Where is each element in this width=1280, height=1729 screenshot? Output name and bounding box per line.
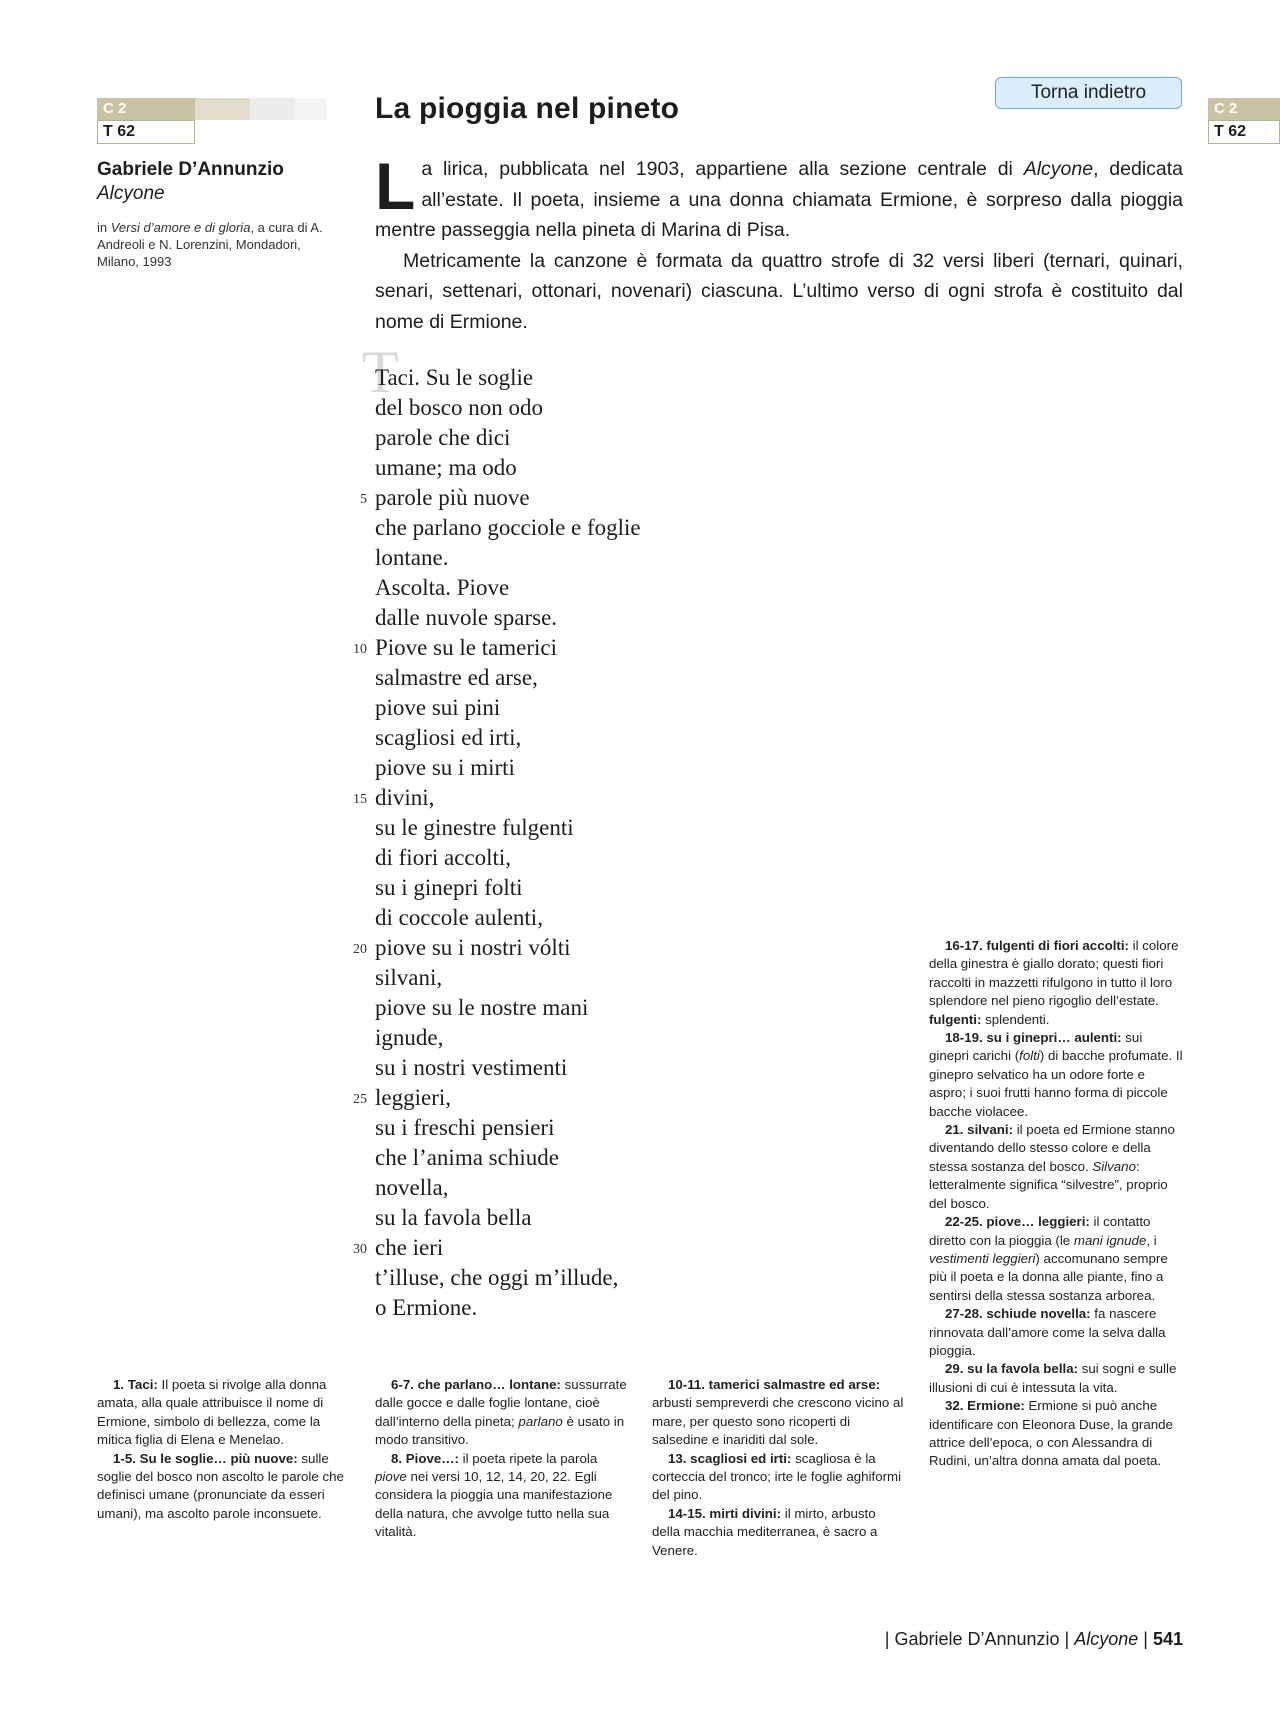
note-italic: folti bbox=[1019, 1048, 1040, 1064]
verse-text: piove sui pini bbox=[375, 695, 501, 720]
chapter-fade-3 bbox=[295, 98, 327, 120]
note-label: 10-11. tamerici salmastre ed arse: bbox=[668, 1377, 881, 1392]
note-label: 8. Piove…: bbox=[391, 1450, 459, 1466]
note-text: il poeta ripete la parola bbox=[458, 1450, 598, 1466]
note-16-17 bbox=[929, 937, 1184, 1029]
note-29 bbox=[929, 1360, 1184, 1397]
poem-verse bbox=[375, 1263, 895, 1293]
footer-sep: | bbox=[884, 1629, 895, 1649]
footer-sep: | bbox=[1059, 1629, 1075, 1649]
note-italic: piove bbox=[375, 1469, 407, 1485]
note-italic: mani ignude bbox=[1073, 1232, 1147, 1248]
poem-verse bbox=[353, 1233, 895, 1263]
poem-verse bbox=[375, 1023, 895, 1053]
intro-paragraph-2: Metricamente la canzone è formata da quattro strofe di 32 versi liberi (ternari, quinari, senari, settenari, ottonari, novenari) ciascuna. L’ultimo verso di ogni strofa è costituito dal nome di Ermione. bbox=[375, 249, 1183, 333]
chapter-fade-2 bbox=[250, 98, 295, 120]
footer-sep: | bbox=[1138, 1629, 1153, 1649]
verse-number: 25 bbox=[353, 1092, 367, 1107]
verse-text: di coccole aulenti, bbox=[375, 905, 543, 930]
author-name: Gabriele D’Annunzio bbox=[97, 159, 284, 180]
note-label: fulgenti: bbox=[929, 1011, 982, 1027]
verse-text: leggieri, bbox=[375, 1085, 451, 1110]
poem-verse bbox=[375, 513, 895, 543]
poem-verse bbox=[360, 483, 895, 513]
poem-verse bbox=[375, 843, 895, 873]
verse-text: parole che dici bbox=[375, 425, 511, 450]
poem-verse bbox=[353, 933, 895, 963]
verse-text: divini, bbox=[375, 785, 435, 810]
note-label: 27-28. schiude novella: bbox=[945, 1306, 1091, 1322]
intro-text bbox=[375, 149, 1184, 337]
poem-verse bbox=[375, 543, 895, 573]
note-text: , i bbox=[1146, 1232, 1157, 1248]
note-label: 14-15. mirti divini: bbox=[668, 1505, 782, 1521]
note-text: ) accomunano sempre più il poeta e la donna alle piante, fino a sentirsi della stessa sostanza arborea. bbox=[929, 1250, 1168, 1303]
poem-verse bbox=[375, 813, 895, 843]
note-text: il mirto, arbusto della macchia mediterranea, è sacro a Venere. bbox=[652, 1505, 878, 1558]
verse-text: dalle nuvole sparse. bbox=[375, 605, 558, 630]
note-label: 21. silvani: bbox=[945, 1122, 1013, 1138]
poem-verse bbox=[375, 723, 895, 753]
chapter-label: C 2 bbox=[97, 98, 195, 120]
poem-verse bbox=[375, 363, 895, 393]
note-italic: vestimenti leggieri bbox=[929, 1250, 1036, 1266]
verse-number: 30 bbox=[353, 1242, 367, 1257]
intro-p1-a: a lirica, pubblicata nel 1903, appartiene alla sezione centrale di bbox=[421, 158, 1024, 180]
note-label: 1. Taci: bbox=[113, 1377, 158, 1392]
note-italic: parlano bbox=[518, 1413, 563, 1429]
intro-p1-italic: Alcyone bbox=[1023, 158, 1094, 180]
note-text: sui ginepri carichi ( bbox=[929, 1030, 1143, 1064]
verse-text: che l’anima schiude bbox=[375, 1145, 559, 1170]
note-text: sussurrate dalle gocce e dalle foglie lontane, cioè dall’interno della pineta; bbox=[375, 1377, 627, 1429]
note-item bbox=[652, 1376, 907, 1450]
dropcap-letter: L bbox=[375, 149, 416, 223]
work-title: Alcyone bbox=[97, 183, 165, 204]
source-citation bbox=[97, 219, 342, 270]
note-22-25 bbox=[929, 1213, 1184, 1305]
verse-text: di fiori accolti, bbox=[375, 845, 512, 870]
verse-text: su i freschi pensieri bbox=[375, 1115, 555, 1140]
poem-verse bbox=[353, 783, 895, 813]
poem-verse bbox=[353, 633, 895, 663]
verse-number: 10 bbox=[353, 642, 367, 657]
chapter-fade-1 bbox=[195, 98, 250, 120]
note-text: scagliosa è la corteccia del tronco; irte le foglie aghiformi del pino. bbox=[652, 1450, 902, 1503]
poem bbox=[353, 363, 895, 1323]
verse-text: piove su i nostri vólti bbox=[375, 935, 571, 960]
note-21 bbox=[929, 1121, 1184, 1213]
note-label: 18-19. su i ginepri… aulenti: bbox=[945, 1030, 1122, 1046]
note-text: il poeta ed Ermione stanno diventando dello stesso colore e della stessa sostanza del bosco. bbox=[929, 1122, 1175, 1174]
verse-text: su i nostri vestimenti bbox=[375, 1055, 568, 1080]
verse-text: novella, bbox=[375, 1175, 449, 1200]
ghost-initial: T bbox=[362, 339, 399, 405]
chapter-tag-right bbox=[1208, 98, 1280, 144]
note-text: nei versi 10, 12, 14, 20, 22. Egli considera la pioggia una manifestazione della natura, che avvolge tutto nella sua vitalità. bbox=[375, 1469, 613, 1540]
verse-text: scagliosi ed irti, bbox=[375, 725, 522, 750]
note-32 bbox=[929, 1397, 1184, 1471]
chapter-label-right: C 2 bbox=[1208, 98, 1280, 120]
back-button[interactable]: Torna indietro bbox=[995, 77, 1182, 109]
poem-verse bbox=[375, 1053, 895, 1083]
note-text: : letteralmente significa “silvestre”, proprio del bosco. bbox=[929, 1158, 1168, 1211]
sidebar-info bbox=[97, 158, 342, 270]
poem-verse bbox=[375, 1173, 895, 1203]
page-number: 541 bbox=[1152, 1629, 1183, 1649]
verse-text: del bosco non odo bbox=[375, 395, 544, 420]
verse-text: Taci. Su le soglie bbox=[375, 365, 534, 390]
footer-author: Gabriele D’Annunzio bbox=[894, 1629, 1060, 1649]
page-footer bbox=[885, 1629, 1183, 1650]
text-number-label-right: T 62 bbox=[1208, 120, 1280, 144]
page-title: La pioggia nel pineto bbox=[375, 92, 680, 125]
verse-number: 15 bbox=[353, 792, 367, 807]
poem-verse bbox=[375, 993, 895, 1023]
verse-text: silvani, bbox=[375, 965, 443, 990]
note-text: Il poeta si rivolge alla donna amata, alla quale attribuisce il nome di Ermione, simbolo di bellezza, come la mitica figlia di Elena e Menelao. bbox=[97, 1377, 327, 1448]
verse-text: su i ginepri folti bbox=[375, 875, 523, 900]
note-text: splendenti. bbox=[981, 1011, 1050, 1027]
note-text: arbusti sempreverdi che crescono vicino al mare, per questo sono ricoperti di salsedine e inariditi dal sole. bbox=[652, 1395, 904, 1448]
note-item bbox=[652, 1450, 907, 1505]
poem-verse bbox=[353, 1083, 895, 1113]
verse-text: ignude, bbox=[375, 1025, 444, 1050]
note-text: il colore della ginestra è giallo dorato; questi fiori raccolti in mazzetti rifulgono in tutto il loro splendore nel pieno rigoglio dell’estate. bbox=[929, 938, 1179, 1009]
notes-column-4 bbox=[929, 937, 1184, 1471]
chapter-tag-left bbox=[97, 98, 327, 144]
poem-verse bbox=[375, 603, 895, 633]
verse-text: umane; ma odo bbox=[375, 455, 517, 480]
note-label: 29. su la favola bella: bbox=[945, 1361, 1079, 1377]
note-text: ) di bacche profumate. Il ginepro selvatico ha un odore forte e aspro; i suoi frutti hanno forma di piccole bacche violacee. bbox=[929, 1048, 1183, 1119]
note-label: 13. scagliosi ed irti: bbox=[668, 1450, 792, 1466]
source-rest: , a cura di A. Andreoli e N. Lorenzini, Mondadori, Milano, 1993 bbox=[97, 220, 323, 269]
note-text: il contatto diretto con la pioggia (le bbox=[929, 1214, 1151, 1248]
note-27-28 bbox=[929, 1305, 1184, 1360]
note-text: sulle soglie del bosco non ascolto le parole che definisci umane (pronunciate da esseri umani), ma ascolto parole inconsuete. bbox=[97, 1450, 344, 1521]
poem-verse bbox=[375, 393, 895, 423]
verse-text: lontane. bbox=[375, 545, 449, 570]
source-title: Versi d’amore e di gloria bbox=[110, 220, 251, 235]
verse-text: che ieri bbox=[375, 1235, 444, 1260]
notes-column-1 bbox=[97, 1376, 347, 1523]
poem-verse bbox=[375, 663, 895, 693]
note-label: 22-25. piove… leggieri: bbox=[945, 1214, 1090, 1230]
note-label: 32. Ermione: bbox=[945, 1398, 1025, 1414]
verse-text: t’illuse, che oggi m’illude, bbox=[375, 1265, 619, 1290]
poem-verse bbox=[375, 753, 895, 783]
note-item bbox=[375, 1450, 630, 1542]
note-label: 1-5. Su le soglie… più nuove: bbox=[113, 1450, 298, 1466]
poem-verse bbox=[375, 453, 895, 483]
notes-column-2 bbox=[375, 1376, 630, 1542]
source-prefix: in bbox=[97, 220, 111, 235]
verse-text: Piove su le tamerici bbox=[375, 635, 558, 660]
text-number-label: T 62 bbox=[97, 120, 195, 144]
verse-text: piove su i mirti bbox=[375, 755, 515, 780]
intro-paragraph-1 bbox=[375, 149, 1184, 246]
poem-verse bbox=[375, 1293, 895, 1323]
note-item bbox=[652, 1505, 907, 1560]
poem-verse bbox=[375, 963, 895, 993]
poem-verse bbox=[375, 423, 895, 453]
poem-verse bbox=[375, 1203, 895, 1233]
verse-text: parole più nuove bbox=[375, 485, 530, 510]
note-18-19 bbox=[929, 1029, 1184, 1121]
footer-work: Alcyone bbox=[1074, 1629, 1139, 1649]
note-item bbox=[375, 1376, 630, 1450]
notes-column-3 bbox=[652, 1376, 907, 1560]
verse-text: Ascolta. Piove bbox=[375, 575, 510, 600]
verse-text: piove su le nostre mani bbox=[375, 995, 589, 1020]
note-text: Ermione si può anche identificare con Eleonora Duse, la grande attrice dell’epoca, o con Alessandra di Rudini, un’altra donna amata dal poeta. bbox=[929, 1398, 1173, 1469]
poem-verse bbox=[375, 1113, 895, 1143]
intro-p1-b: , dedicata all’estate. Il poeta, insieme a una donna chiamata Ermione, è sorpreso dalla pioggia mentre passeggia nella pineta di Marina di Pisa. bbox=[375, 158, 1184, 241]
note-item bbox=[97, 1450, 347, 1524]
note-label: 6-7. che parlano… lontane: bbox=[391, 1377, 561, 1392]
verse-text: su le ginestre fulgenti bbox=[375, 815, 574, 840]
poem-verse bbox=[375, 573, 895, 603]
verse-text: su la favola bella bbox=[375, 1205, 532, 1230]
verse-text: salmastre ed arse, bbox=[375, 665, 538, 690]
verse-text: o Ermione. bbox=[375, 1295, 478, 1320]
poem-verse bbox=[375, 693, 895, 723]
note-text: fa nascere rinnovata dall’amore come la selva dalla pioggia. bbox=[929, 1306, 1166, 1358]
note-item bbox=[97, 1376, 347, 1450]
verse-text: che parlano gocciole e foglie bbox=[375, 515, 641, 540]
poem-verse bbox=[375, 1143, 895, 1173]
poem-verse bbox=[375, 903, 895, 933]
note-label: 16-17. fulgenti di fiori accolti: bbox=[945, 938, 1129, 953]
verse-number: 5 bbox=[360, 492, 367, 507]
verse-number: 20 bbox=[353, 942, 367, 957]
note-text: è usato in modo transitivo. bbox=[375, 1413, 625, 1448]
note-italic: Silvano bbox=[1092, 1158, 1136, 1174]
note-text: sui sogni e sulle illusioni di cui è intessuta la vita. bbox=[929, 1361, 1177, 1395]
poem-verse bbox=[375, 873, 895, 903]
